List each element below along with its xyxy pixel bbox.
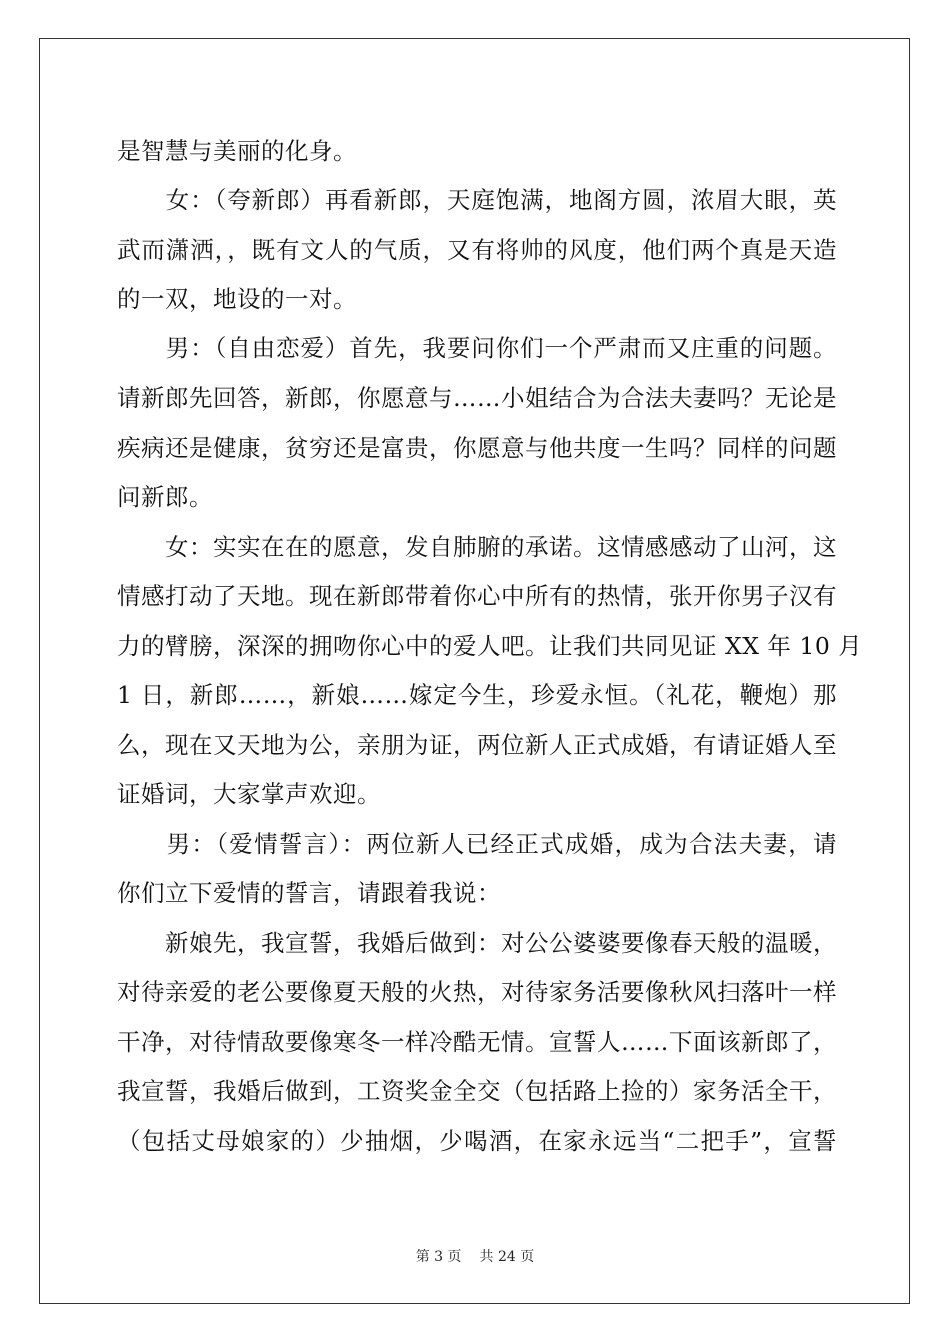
text-line: 请新郎先回答，新郎，你愿意与……小姐结合为合法夫妻吗？无论是 [117,384,837,412]
text-line: 力的臂膀，深深的拥吻你心中的爱人吧。让我们共同见证 XX 年 10 月 [117,632,863,660]
text-line: 我宣誓，我婚后做到，工资奖金全交（包括路上捡的）家务活全干， [117,1077,837,1105]
page-border [39,38,910,1304]
text-line: （包括丈母娘家的）少抽烟，少喝酒，在家永远当“二把手”，宣誓 [117,1127,837,1155]
text-line: 你们立下爱情的誓言，请跟着我说： [117,879,501,907]
text-line: 问新郎。 [117,483,213,511]
text-line: 么，现在又天地为公，亲朋为证，两位新人正式成婚，有请证婚人至 [117,731,837,759]
text-line: 女：实实在在的愿意，发自肺腑的承诺。这情感感动了山河，这 [117,533,837,561]
text-line: 新娘先，我宣誓，我婚后做到：对公公婆婆要像春天般的温暖， [117,929,837,957]
text-line: 干净，对待情敌要像寒冬一样冷酷无情。宣誓人……下面该新郎了， [117,1028,837,1056]
text-line: 男：（爱情誓言）：两位新人已经正式成婚，成为合法夫妻，请 [117,830,837,858]
text-line: 女：（夸新郎）再看新郎，天庭饱满，地阁方圆，浓眉大眼，英 [117,186,837,214]
text-line: 1 日，新郎……，新娘……嫁定今生，珍爱永恒。（礼花，鞭炮）那 [117,681,837,709]
page-number: 第 3 页 [415,1249,462,1265]
page-footer [0,1246,950,1266]
text-line: 对待亲爱的老公要像夏天般的火热，对待家务活要像秋风扫落叶一样 [117,978,837,1006]
page-total: 共 24 页 [479,1249,535,1265]
text-line: 疾病还是健康，贫穷还是富贵，你愿意与他共度一生吗？同样的问题 [117,434,837,462]
text-line: 证婚词，大家掌声欢迎。 [117,780,381,808]
text-line: 情感打动了天地。现在新郎带着你心中所有的热情，张开你男子汉有 [117,582,837,610]
text-line: 男：（自由恋爱）首先，我要问你们一个严肃而又庄重的问题。 [117,334,837,362]
text-line: 是智慧与美丽的化身。 [117,137,357,165]
text-line: 武而潇洒，，既有文人的气质，又有将帅的风度，他们两个真是天造 [117,236,837,264]
text-line: 的一双，地设的一对。 [117,285,357,313]
